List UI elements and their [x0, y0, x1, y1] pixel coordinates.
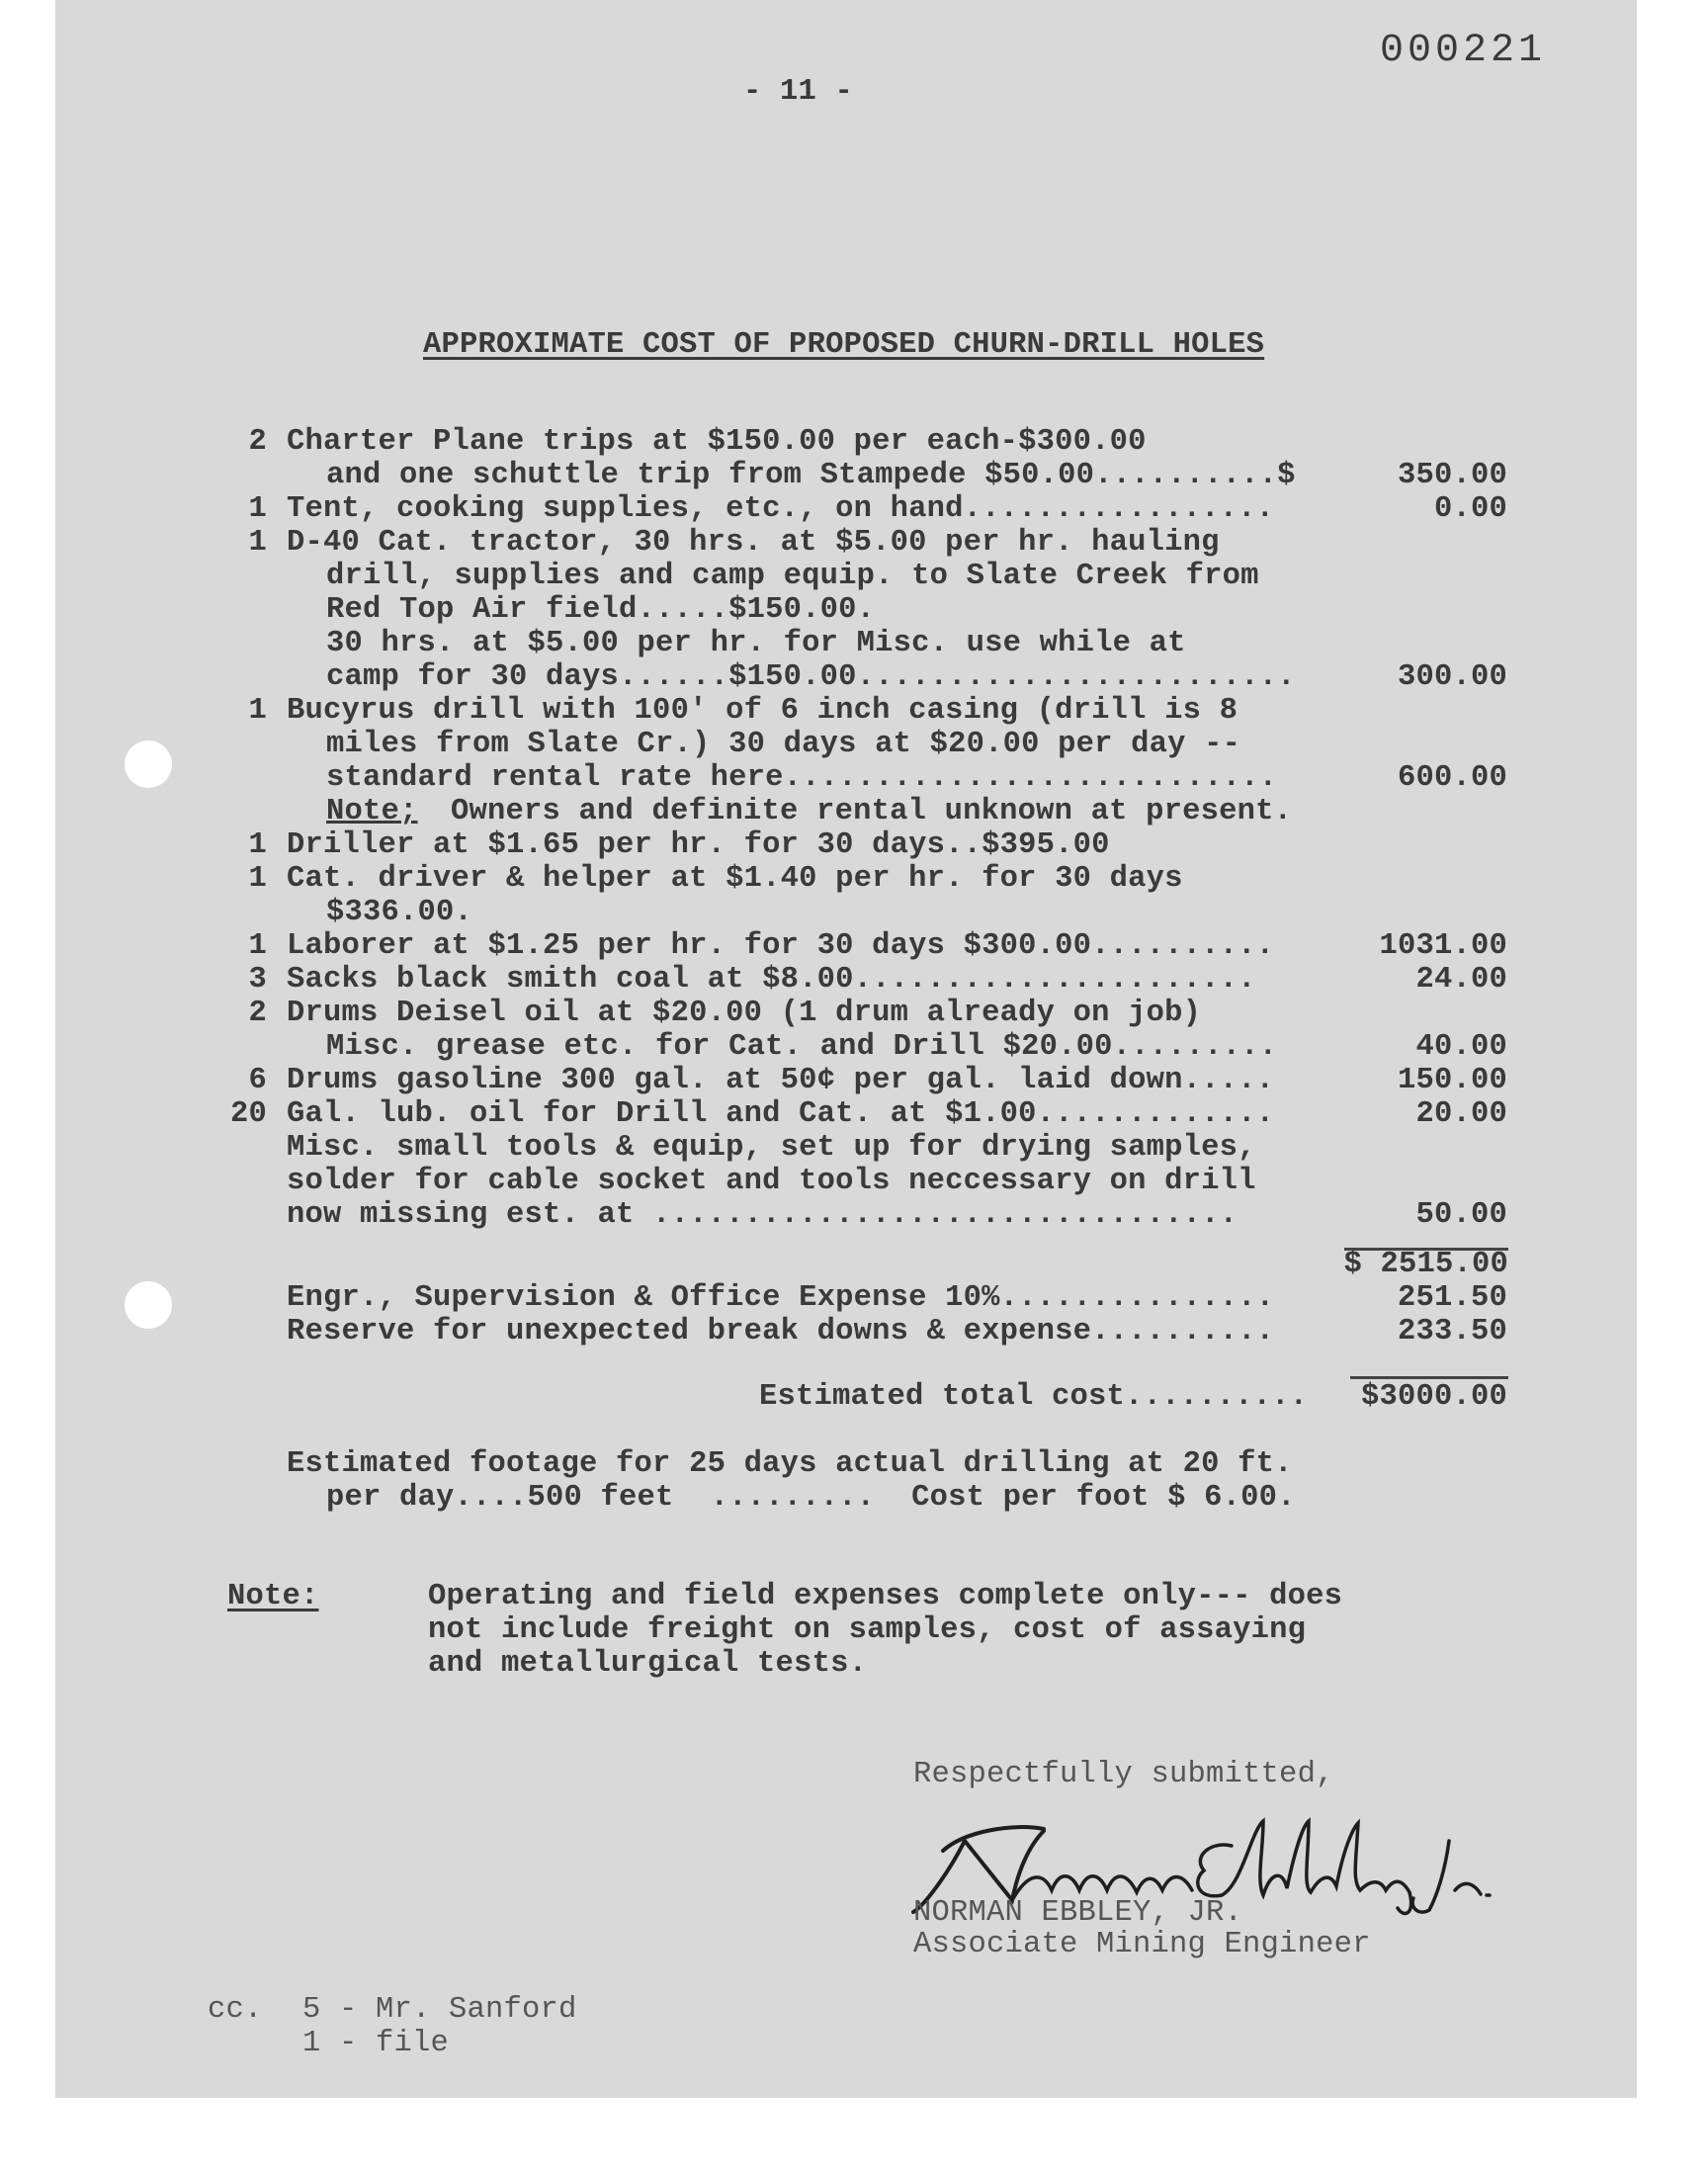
document-number: 000221 [1380, 29, 1547, 73]
item-line: Misc. grease etc. for Cat. and Drill $20.00......... [326, 1030, 1278, 1064]
item-line: Drums gasoline 300 gal. at 50¢ per gal. laid down..... [287, 1064, 1275, 1097]
item-quantity: 3 [248, 963, 267, 997]
item-quantity: 1 [248, 492, 267, 526]
item-line: Misc. small tools & equip, set up for drying samples, [287, 1131, 1256, 1165]
item-amount: 350.00 [1397, 459, 1507, 492]
item-amount: 40.00 [1415, 1030, 1507, 1064]
item-quantity: 1 [248, 929, 267, 963]
item-line: $336.00. [326, 896, 473, 929]
overhead-amount: 251.50 [1397, 1281, 1507, 1315]
total-rule [1350, 1376, 1508, 1379]
footage-line: Estimated footage for 25 days actual drilling at 20 ft. [287, 1447, 1293, 1481]
item-quantity: 1 [248, 526, 267, 560]
item-line: standard rental rate here........................... [326, 761, 1278, 795]
item-line: and one schuttle trip from Stampede $50.00..........$ [326, 459, 1296, 492]
item-line: solder for cable socket and tools neccessary on drill [287, 1165, 1256, 1198]
item-line: Gal. lub. oil for Drill and Cat. at $1.00............. [287, 1097, 1275, 1131]
item-line: miles from Slate Cr.) 30 days at $20.00 per day -- [326, 728, 1241, 761]
item-line: camp for 30 days......$150.00........................ [326, 660, 1296, 694]
footage-line: per day....500 feet ......... Cost per foot $ 6.00. [326, 1481, 1296, 1515]
total-amount: $3000.00 [1360, 1380, 1507, 1414]
item-amount: 0.00 [1433, 492, 1507, 526]
document-title: APPROXIMATE COST OF PROPOSED CHURN-DRILL HOLES [423, 328, 1265, 362]
item-line: Cat. driver & helper at $1.40 per hr. for 30 days [287, 862, 1183, 896]
note-label: Note: [227, 1580, 319, 1613]
item-line: Charter Plane trips at $150.00 per each-$300.00 [287, 425, 1147, 459]
reserve-amount: 233.50 [1397, 1315, 1507, 1348]
item-note-label: Note; [326, 795, 418, 828]
item-line: 30 hrs. at $5.00 per hr. for Misc. use while at [326, 627, 1186, 660]
page-number: - 11 - [743, 75, 854, 109]
item-line: Bucyrus drill with 100' of 6 inch casing (drill is 8 [287, 694, 1238, 728]
note-line: and metallurgical tests. [428, 1647, 868, 1681]
note-line: not include freight on samples, cost of assaying [428, 1613, 1307, 1647]
item-amount: 300.00 [1397, 660, 1507, 694]
item-quantity: 1 [248, 828, 267, 862]
punch-hole [125, 1281, 172, 1329]
punch-hole [125, 740, 172, 788]
cc-recipient: 1 - file [302, 2027, 450, 2060]
item-line: now missing est. at ................................ [287, 1198, 1238, 1232]
item-amount: 50.00 [1415, 1198, 1507, 1232]
item-quantity: 20 [229, 1097, 267, 1131]
item-line: Driller at $1.65 per hr. for 30 days..$395.00 [287, 828, 1110, 862]
closing-text: Respectfully submitted, [913, 1758, 1334, 1791]
item-quantity: 6 [248, 1064, 267, 1097]
item-line: Tent, cooking supplies, etc., on hand................. [287, 492, 1275, 526]
total-label: Estimated total cost.......... [759, 1380, 1309, 1414]
item-line: Sacks black smith coal at $8.00...................... [287, 963, 1256, 997]
item-quantity: 1 [248, 862, 267, 896]
item-quantity: 1 [248, 694, 267, 728]
item-line: D-40 Cat. tractor, 30 hrs. at $5.00 per hr. hauling [287, 526, 1220, 560]
signer-name: NORMAN EBBLEY, JR. [913, 1896, 1243, 1930]
item-line: Drums Deisel oil at $20.00 (1 drum already on job) [287, 997, 1202, 1030]
item-amount: 1031.00 [1379, 929, 1507, 963]
item-amount: 150.00 [1397, 1064, 1507, 1097]
item-quantity: 2 [248, 425, 267, 459]
item-amount: 20.00 [1415, 1097, 1507, 1131]
item-amount: 600.00 [1397, 761, 1507, 795]
cc-label: cc. [208, 1993, 263, 2027]
item-line: drill, supplies and camp equip. to Slate Creek from [326, 560, 1259, 593]
item-line: Laborer at $1.25 per hr. for 30 days $300.00.......... [287, 929, 1275, 963]
overhead-label: Engr., Supervision & Office Expense 10%............... [287, 1281, 1275, 1315]
item-quantity: 2 [248, 997, 267, 1030]
reserve-label: Reserve for unexpected break downs & expense.......... [287, 1315, 1275, 1348]
item-line: Red Top Air field.....$150.00. [326, 593, 876, 627]
cc-recipient: 5 - Mr. Sanford [302, 1993, 577, 2027]
item-line: Owners and definite rental unknown at present. [451, 795, 1293, 828]
signer-title: Associate Mining Engineer [913, 1928, 1371, 1961]
note-line: Operating and field expenses complete only--- does [428, 1580, 1343, 1613]
item-amount: 24.00 [1415, 963, 1507, 997]
subtotal-amount: $ 2515.00 [1343, 1248, 1508, 1281]
